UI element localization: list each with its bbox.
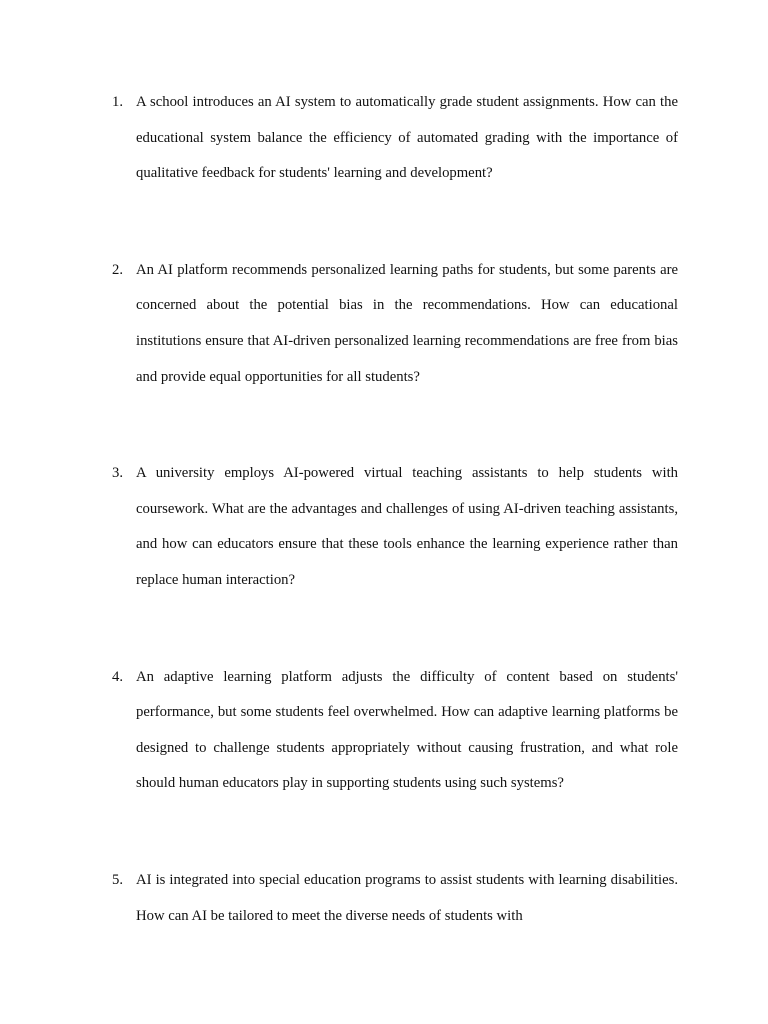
question-item-1 (112, 85, 678, 192)
question-number: 5. (112, 871, 124, 888)
question-number: 4. (112, 668, 124, 685)
question-item-4 (112, 660, 678, 802)
question-text: A school introduces an AI system to automatically grade student assignments. How can the educational system balance the efficiency of automated grading with the importance of qualitative feedback for students' learning and development? (136, 94, 678, 182)
question-list (112, 85, 678, 995)
question-text: An adaptive learning platform adjusts the difficulty of content based on students' performance, but some students feel overwhelmed. How can adaptive learning platforms be designed to challenge students appropriately without causing frustration, and what role should human educators play in supporting students using such systems? (136, 668, 678, 792)
question-text: An AI platform recommends personalized learning paths for students, but some parents are concerned about the potential bias in the recommendations. How can educational institutions ensure that AI-driven personalized learning recommendations are free from bias and provide equal opportunities for all students? (136, 261, 678, 385)
question-number: 2. (112, 261, 124, 278)
question-item-3 (112, 456, 678, 598)
question-text: A university employs AI-powered virtual teaching assistants to help students with coursework. What are the advantages and challenges of using AI-driven teaching assistants, and how can educators ensure that these tools enhance the learning experience rather than replace human interaction? (136, 465, 678, 588)
question-item-2 (112, 253, 678, 395)
question-item-5 (112, 863, 678, 934)
question-number: 1. (112, 94, 124, 110)
question-text: AI is integrated into special education programs to assist students with learning disabilities. How can AI be tailored to meet the diverse needs of students with (136, 871, 678, 924)
question-number: 3. (112, 465, 124, 482)
